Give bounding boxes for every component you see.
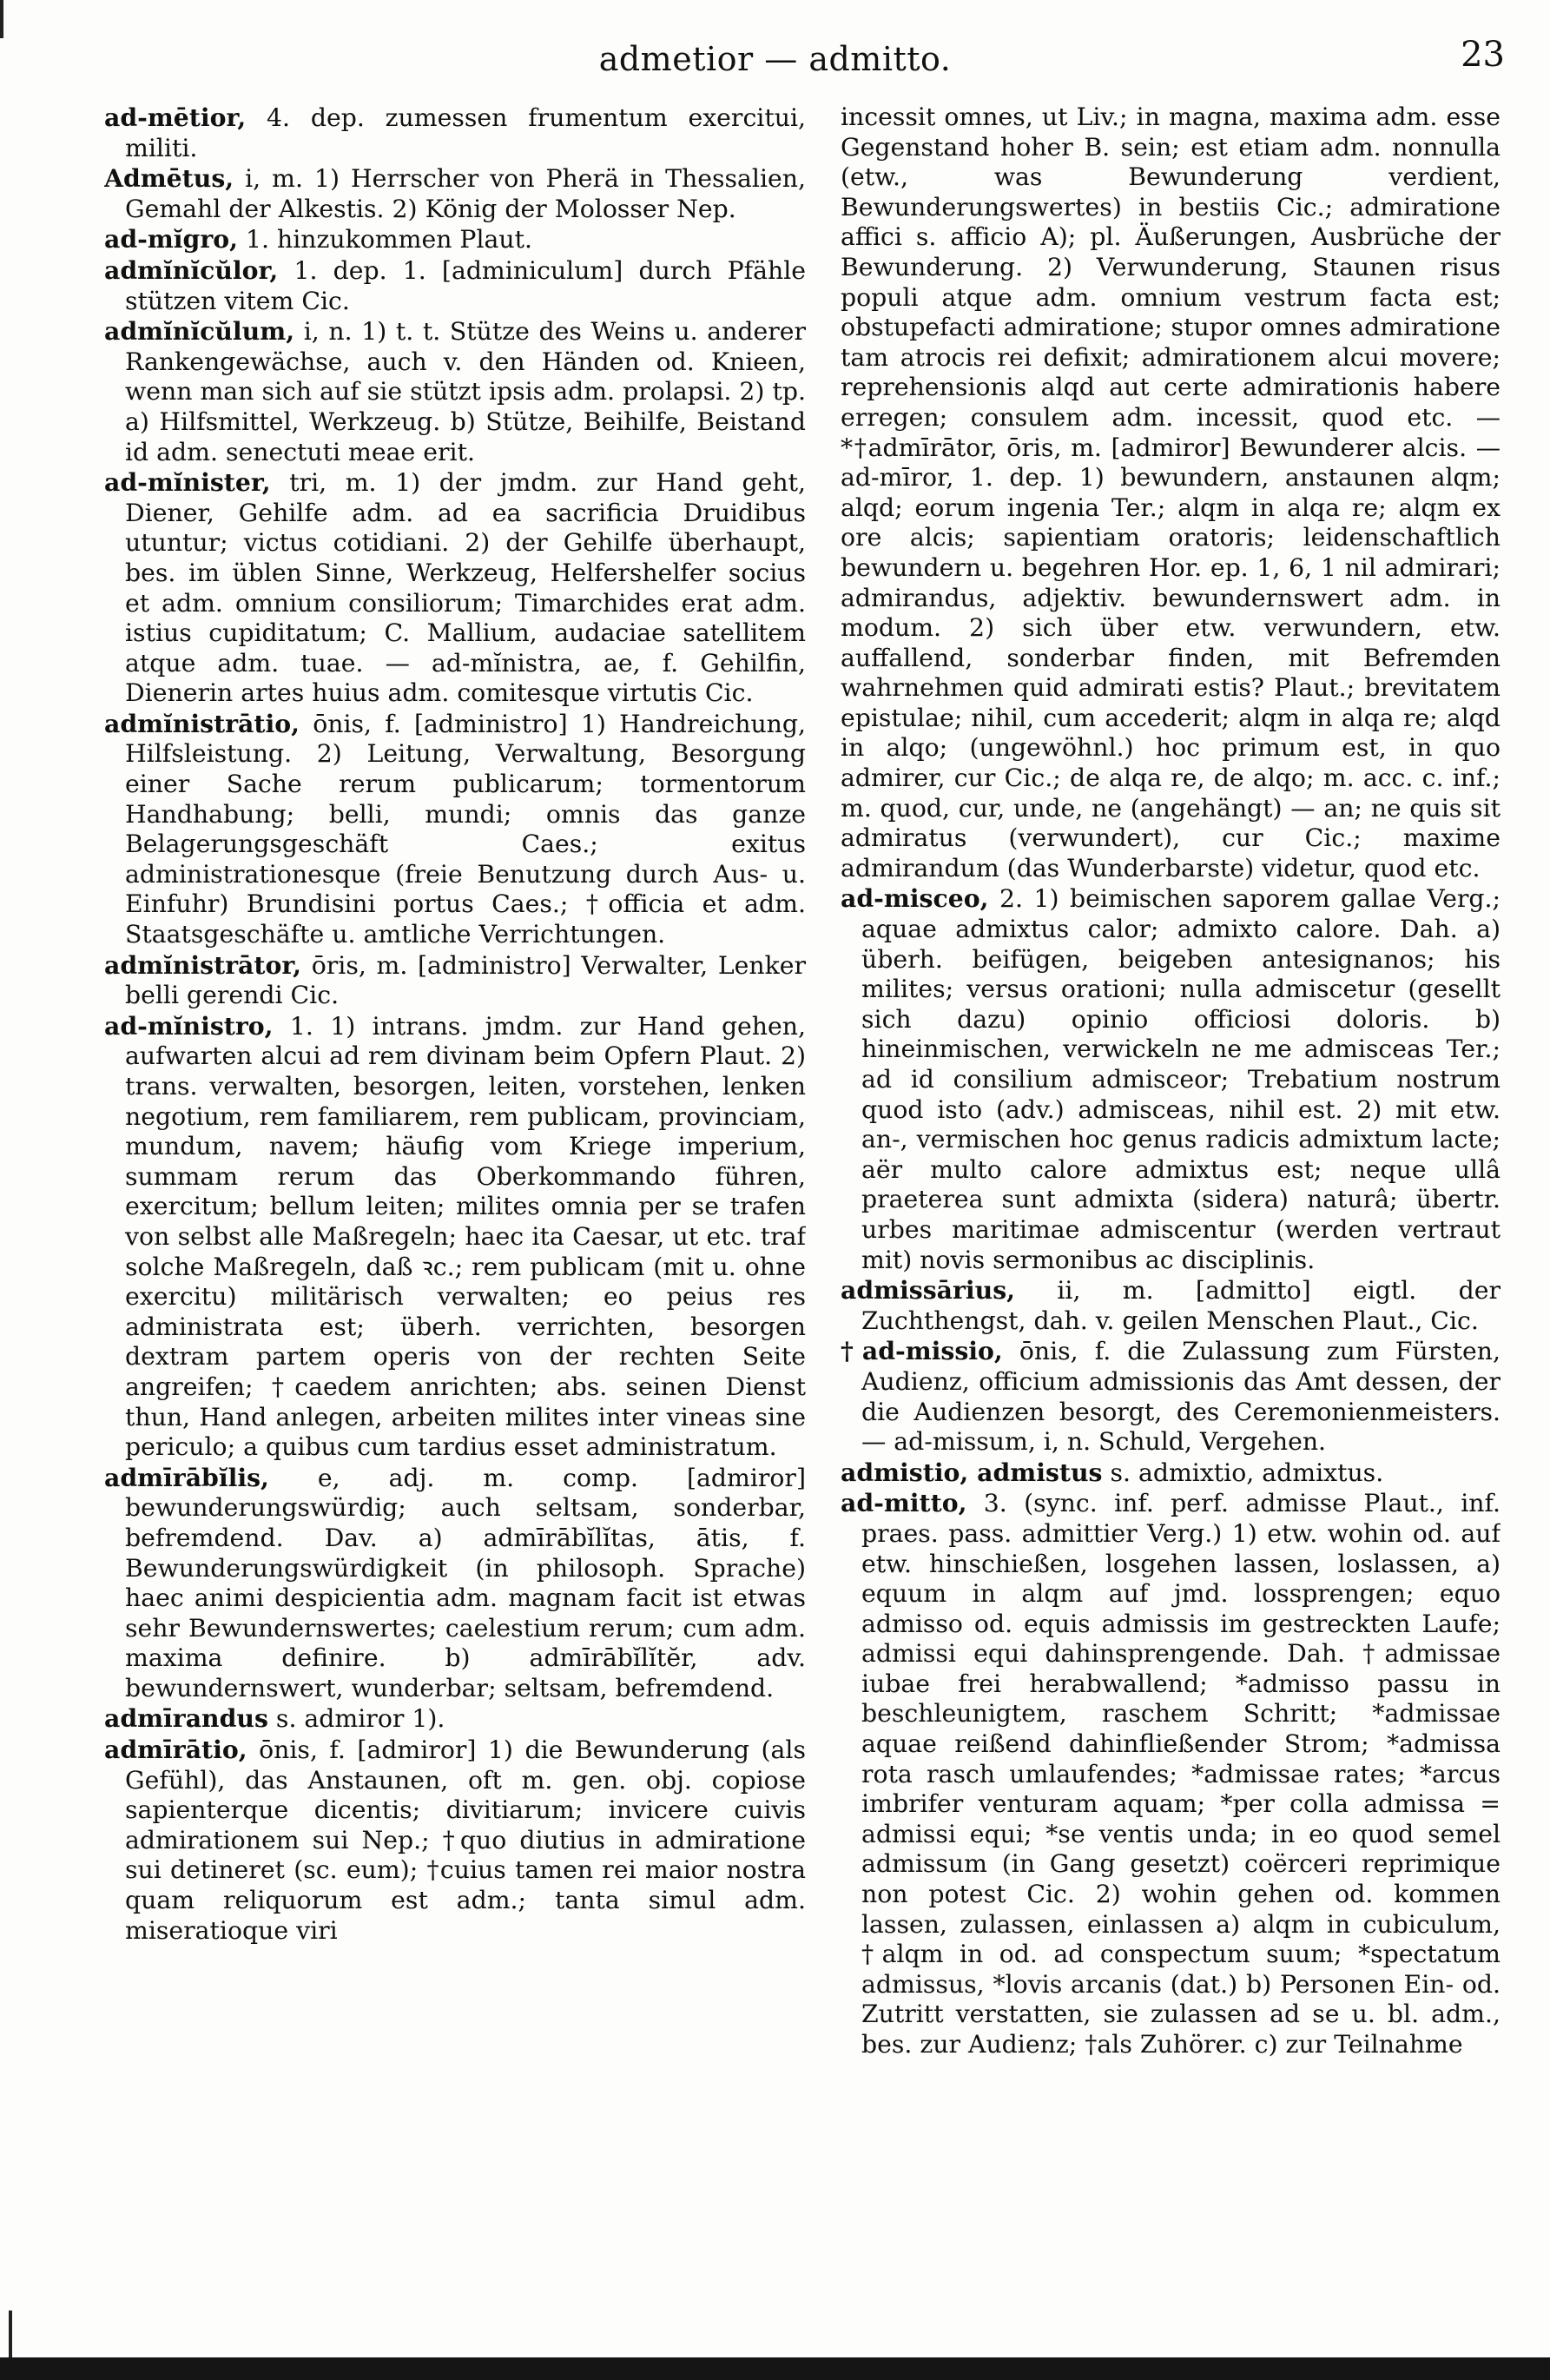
entry-headword: ad-mĭnister, <box>104 467 271 498</box>
entry-definition: tri, m. 1) der jmdm. zur Hand geht, Diener, Gehilfe adm. ad ea sacrificia Druidibus utuntur; victus cotidiani. 2) der Gehilfe überhaupt, bes. im üblen Sinne, Werkzeug, Helfershelfer socius et adm. omnium consiliorum; Timarchides erat adm. istius cupiditatum; C. Mallium, audaciae satellitem atque adm. tuae. — ad-mĭnistra, ae, f. Gehilfin, Dienerin artes huius adm. comitesque virtutis Cic. <box>125 468 806 708</box>
dictionary-entry <box>104 255 806 316</box>
dictionary-entry <box>104 467 806 709</box>
entry-headword: admīrandus <box>104 1703 268 1734</box>
entry-definition: i, m. 1) Herrscher von Pherä in Thessalien, Gemahl der Alkestis. 2) König der Molosser Nep. <box>125 164 806 223</box>
dictionary-entry <box>104 1011 806 1463</box>
entry-headword: admīrābĭlis, <box>104 1462 269 1492</box>
dictionary-entry <box>841 1458 1501 1489</box>
entry-definition: s. admiror 1). <box>275 1704 445 1734</box>
dictionary-entry <box>104 1735 806 1946</box>
entry-definition: 1. dep. 1. [adminiculum] durch Pfähle stützen vitem Cic. <box>125 255 806 315</box>
right-column <box>841 102 1501 2344</box>
entry-definition: 2. 1) beimischen saporem gallae Verg.; aquae admixtus calor; admixto calore. Dah. a) überh. beifügen, beigeben antesignanos; his milites; versus orationi; nulla admiscetur (gesellt sich dazu) opinio officiosi doloris. b) hineinmischen, verwickeln ne me admisceas Ter.; ad id consilium admisceor; Trebatium nostrum quod isto (adv.) admisceas, nihil est. 2) mit etw. an-, vermischen hoc genus radicis admixtum lacte; aër multo calore admixtus est; neque ullâ praeterea sunt admixta (sidera) naturâ; übertr. urbes maritimae admiscentur (werden vertraut mit) novis sermonibus ac disciplinis. <box>861 884 1501 1274</box>
entry-headword: Admētus, <box>104 163 234 194</box>
scan-margin-mark-bottom <box>9 2311 12 2357</box>
dictionary-entry <box>104 163 806 224</box>
dictionary-entry <box>104 709 806 950</box>
page-header <box>0 35 1550 87</box>
entry-headword: ad-mētior, <box>104 102 247 132</box>
entry-headword: ad-mĭgro, <box>104 224 238 255</box>
entry-definition: 4. dep. zumessen frumentum exercitui, militi. <box>125 103 806 162</box>
entry-headword: admĭnĭcŭlum, <box>104 316 295 347</box>
entry-definition: i, n. 1) t. t. Stütze des Weins u. anderer Rankengewächse, auch v. den Händen od. Knieen, wenn man sich auf sie stützt ipsis adm. prolapsi. 2) tp. a) Hilfsmittel, Werkzeug. b) Stütze, Beihilfe, Beistand id adm. senectuti meae erit. <box>125 317 806 466</box>
entry-headword: †ad-missio, <box>841 1336 1003 1366</box>
dictionary-entry <box>104 1463 806 1704</box>
page-number: 23 <box>1461 35 1505 75</box>
dictionary-entry <box>104 224 806 255</box>
bottom-scan-edge <box>0 2357 1550 2380</box>
dictionary-entry <box>841 102 1501 883</box>
entry-headword: admistio, admistus <box>841 1457 1103 1487</box>
dictionary-entry <box>104 1703 806 1735</box>
dictionary-entry <box>104 316 806 467</box>
dictionary-entry <box>104 950 806 1011</box>
entry-definition: s. admixtio, admixtus. <box>1110 1458 1384 1487</box>
entry-headword: ad-mĭnistro, <box>104 1010 274 1041</box>
entry-headword: admĭnistrātor, <box>104 949 302 980</box>
dictionary-entry <box>841 1336 1501 1457</box>
entry-definition: 3. (sync. inf. perf. admisse Plaut., inf. praes. pass. admittier Verg.) 1) etw. wohin od. auf etw. hinschießen, losgehen lassen, loslassen, a) equum in alqm auf jmd. lossprengen; equo admisso od. equis admissis im gestreckten Laufe; admissi equi dahinsprengende. Dah. †admissae iubae frei herabwallend; *admisso passu in beschleunigtem, raschem Schritt; *admissae aquae reißend dahinfließender Strom; *admissa rota rasch umlaufendes; *admissae rates; *arcus imbrifer venturam aquam; *per colla admissa = admissi equi; *se ventis unda; in eo quod semel admissum (in Gang gesetzt) coërceri reprimique non potest Cic. 2) wohin gehen od. kommen lassen, zulassen, einlassen a) alqm in cubiculum, †alqm in od. ad conspectum suum; *spectatum admissus, *lovis arcanis (dat.) b) Personen Ein- od. Zutritt verstatten, sie zulassen ad se u. bl. adm., bes. zur Audienz; †als Zuhörer. c) zur Teilnahme <box>861 1489 1501 2059</box>
entry-definition: e, adj. m. comp. [admiror] bewunderungswürdig; auch seltsam, sonderbar, befremdend. Dav. a) admīrābĭlĭtas, ātis, f. Bewunderungswürdigkeit (in philosoph. Sprache) haec animi despicientia adm. magnam facit ist etwas sehr Bewundernswertes; caelestium rerum; cum adm. maxima definire. b) admīrābĭlĭtĕr, adv. bewundernswert, wunderbar; seltsam, befremdend. <box>125 1463 806 1702</box>
entry-definition: ii, m. [admitto] eigtl. der Zuchthengst, dah. v. geilen Menschen Plaut., Cic. <box>861 1276 1501 1335</box>
running-head: admetior — admitto. <box>598 40 952 78</box>
entry-definition: 1. hinzukommen Plaut. <box>245 225 532 255</box>
entry-definition: 1. 1) intrans. jmdm. zur Hand gehen, aufwarten alcui ad rem divinam beim Opfern Plaut. 2) trans. verwalten, besorgen, leiten, vorstehen, lenken negotium, rem familiarem, rem publicam, provinciam, mundum, navem; häufig vom Kriege imperium, summam rerum das Oberkommando führen, exercitum; bellum leiten; milites omnia per se trafen von selbst alle Maßregeln; haec ita Caesar, ut etc. traf solche Maßregeln, daß ꝛc.; rem publicam (mit u. ohne exercitu) militärisch verwalten; eo peius res administrata est; überh. verrichten, besorgen dextram partem operis von der rechten Seite angreifen; †caedem anrichten; abs. seinen Dienst thun, Hand anlegen, arbeiten milites inter vineas sine periculo; a quibus cum tardius esset administratum. <box>125 1011 806 1462</box>
entry-headword: admīrātio, <box>104 1735 247 1765</box>
entry-definition: ōris, m. [administro] Verwalter, Lenker belli gerendi Cic. <box>125 950 806 1010</box>
dictionary-entry <box>841 1488 1501 2059</box>
entry-headword: admĭnistrātio, <box>104 708 300 738</box>
left-column <box>104 102 806 2344</box>
entry-headword: admĭnĭcŭlor, <box>104 255 279 285</box>
entry-definition: ōnis, f. [administro] 1) Handreichung, Hilfsleistung. 2) Leitung, Verwaltung, Besorgung einer Sache rerum publicarum; tormentorum Handhabung; belli, mundi; omnis das ganze Belagerungsgeschäft Caes.; exitus administrationesque (freie Benutzung durch Aus- u. Einfuhr) Brundisini portus Caes.; †officia et adm. Staatsgeschäfte u. amtliche Verrichtungen. <box>125 709 806 949</box>
entry-definition: ōnis, f. [admiror] 1) die Bewunderung (als Gefühl), das Anstaunen, oft m. gen. obj. copiose sapienterque dicentis; divitiarum; invicere cuivis admirationem sui Nep.; †quo diutius in admiratione sui detineret (sc. eum); †cuius tamen rei maior nostra quam reliquorum est adm.; tanta simul adm. miseratioque viri <box>125 1735 806 1945</box>
entry-definition: incessit omnes, ut Liv.; in magna, maxima adm. esse Gegenstand hoher B. sein; est etiam adm. nonnulla (etw., was Bewunderung verdient, Bewunderungswertes) in bestiis Cic.; admiratione affici s. afficio A); pl. Äußerungen, Ausbrüche der Bewunderung. 2) Verwunderung, Staunen risus populi atque adm. omnium vestrum facta est; obstupefacti admiratione; stupor omnes admiratione tam atrocis rei defixit; admirationem alcui movere; reprehensionis alqd aut certe admirationis habere erregen; consulem adm. incessit, quod etc. — *†admīrātor, ōris, m. [admiror] Bewunderer alcis. — ad-mīror, 1. dep. 1) bewundern, anstaunen alqm; alqd; eorum ingenia Ter.; alqm in alqa re; alqm ex ore alcis; sapientiam oratoris; leidenschaftlich bewundern u. begehren Hor. ep. 1, 6, 1 nil admirari; admirandus, adjektiv. bewundernswert adm. in modum. 2) sich über etw. verwundern, etw. auffallend, sonderbar finden, mit Befremden wahrnehmen quid admirati estis? Plaut.; brevitatem epistulae; nihil, cum accederit; alqm in alqa re; alqd in alqo; (ungewöhnl.) hoc primum est, in quo admirer, cur Cic.; de alqa re, de alqo; m. acc. c. inf.; m. quod, cur, unde, ne (angehängt) — an; ne quis sit admiratus (verwundert), cur Cic.; maxime admirandum (das Wunderbarste) videtur, quod etc. <box>841 102 1501 883</box>
entry-headword: ad-misceo, <box>841 883 989 914</box>
dictionary-entry <box>104 102 806 163</box>
dictionary-entry <box>841 883 1501 1275</box>
scan-margin-mark <box>0 0 3 38</box>
entry-headword: ad-mitto, <box>841 1488 967 1518</box>
entry-headword: admissārius, <box>841 1275 1016 1306</box>
entry-definition: ōnis, f. die Zulassung zum Fürsten, Audienz, officium admissionis das Amt dessen, der die Audienzen besorgt, des Ceremonienmeisters. — ad-missum, i, n. Schuld, Vergehen. <box>861 1337 1501 1457</box>
dictionary-entry <box>841 1275 1501 1336</box>
